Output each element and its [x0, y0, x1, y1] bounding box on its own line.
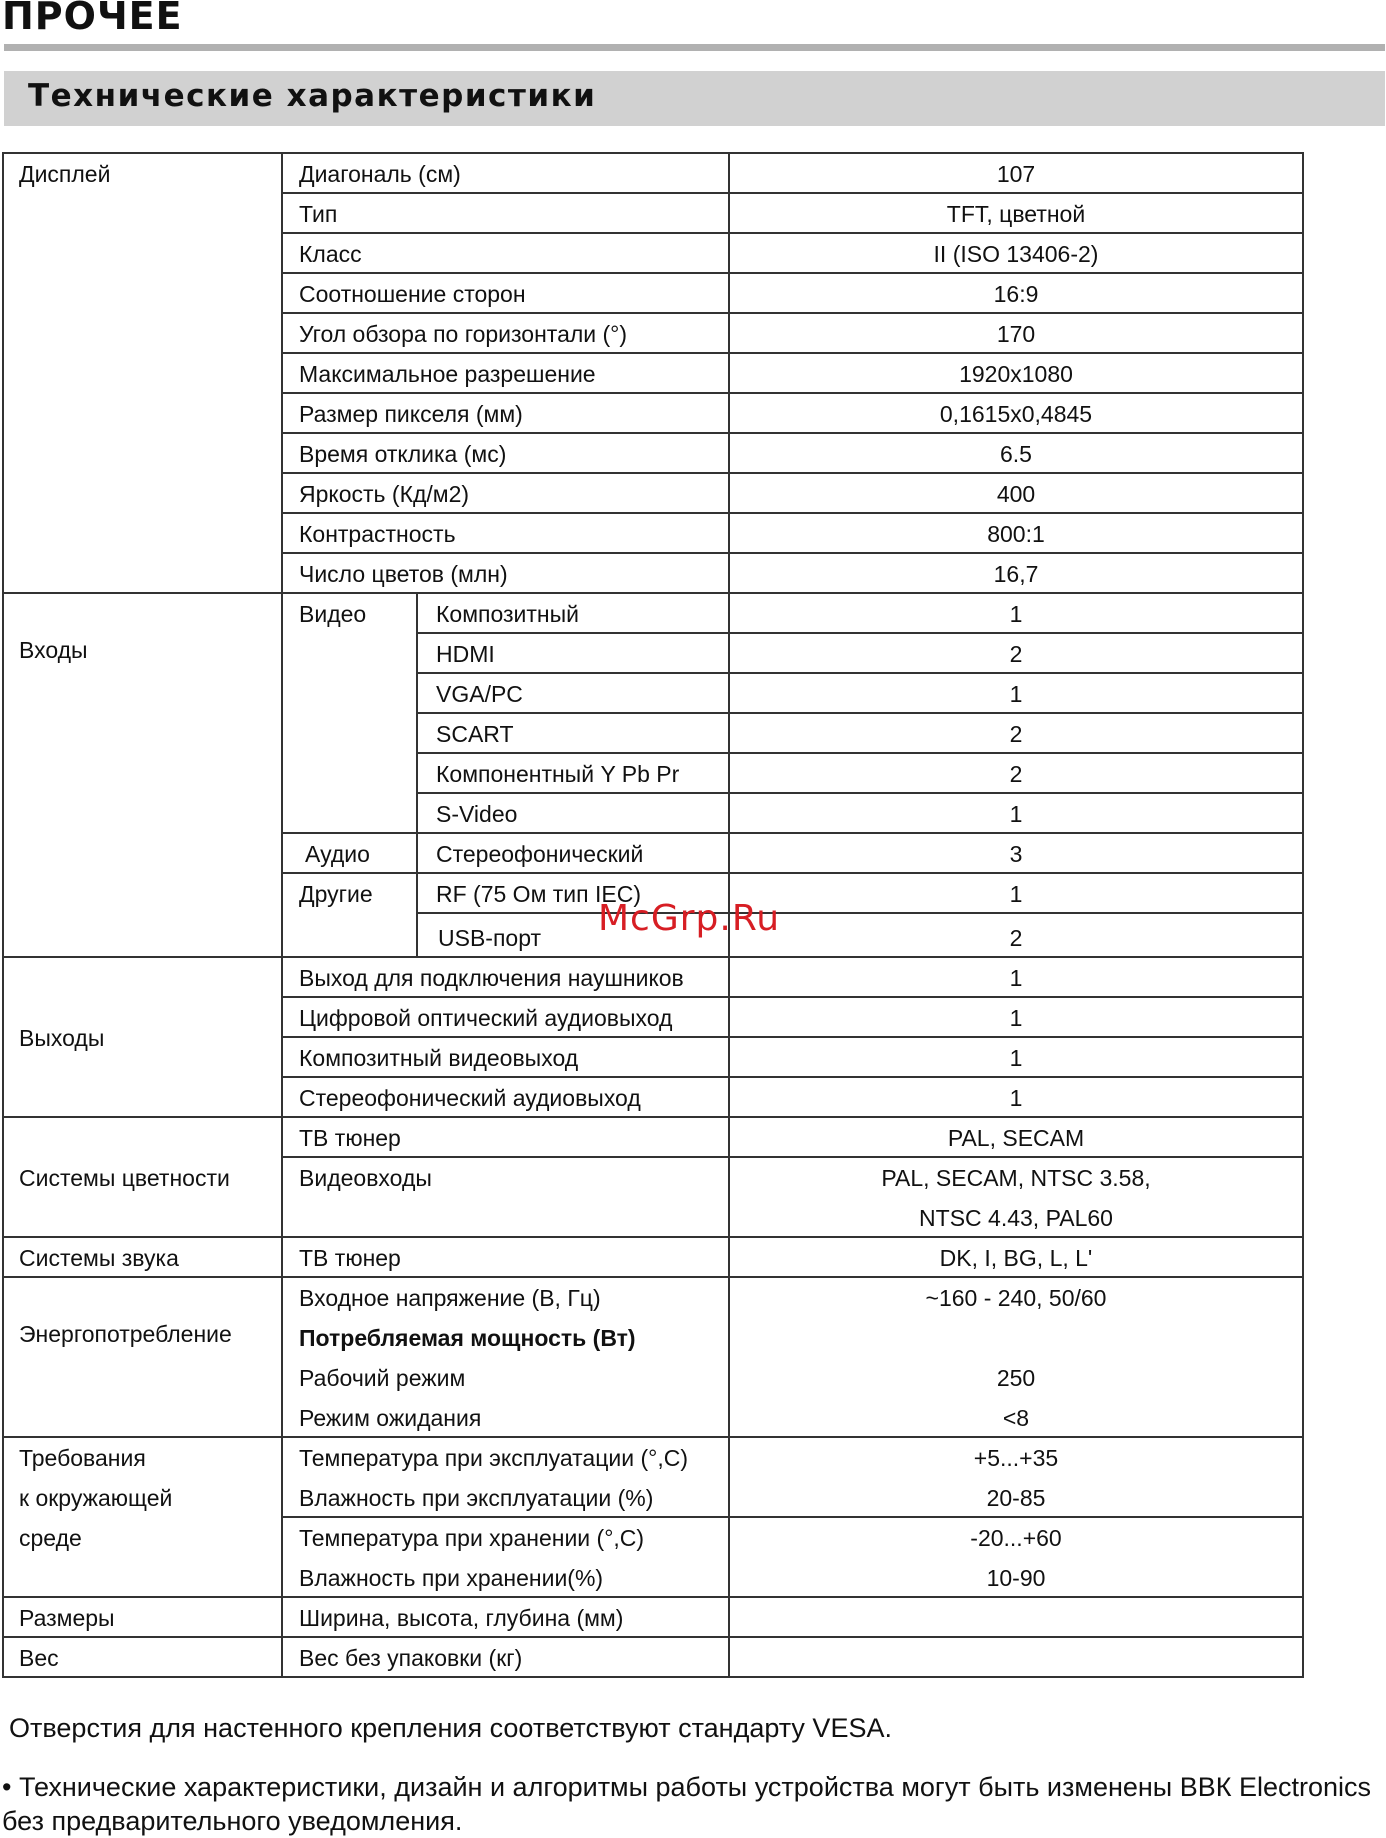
param-cell: Тип	[282, 193, 729, 233]
value-line: +5...+35	[973, 1445, 1059, 1471]
value-cell: 2	[729, 753, 1303, 793]
value-cell	[729, 1437, 1303, 1517]
vesa-note: Отверстия для настенного крепления соответствуют стандарту VESA.	[9, 1713, 892, 1743]
value-cell	[729, 1157, 1303, 1237]
value-line: ~160 - 240, 50/60	[925, 1285, 1107, 1311]
param-line: Влажность при эксплуатации (%)	[299, 1485, 654, 1511]
value-cell: 0,1615x0,4845	[729, 393, 1303, 433]
value-cell: 1	[729, 1077, 1303, 1117]
value-cell: 2	[729, 713, 1303, 753]
value-cell: 107	[729, 153, 1303, 193]
category-dimensions: Размеры	[3, 1597, 282, 1637]
value-cell: TFT, цветной	[729, 193, 1303, 233]
param-cell: Время отклика (мс)	[282, 433, 729, 473]
param-cell: Число цветов (млн)	[282, 553, 729, 593]
value-cell	[729, 1517, 1303, 1597]
category-inputs-label: Входы	[19, 637, 88, 663]
table-row	[3, 1237, 1303, 1277]
table-row	[3, 1597, 1303, 1637]
value-cell: 800:1	[729, 513, 1303, 553]
table-row	[3, 1637, 1303, 1677]
category-inputs	[3, 593, 282, 957]
category-line: среде	[19, 1525, 82, 1551]
value-cell: 170	[729, 313, 1303, 353]
param-cell: S-Video	[417, 793, 729, 833]
value-cell: 1	[729, 793, 1303, 833]
param-cell	[282, 1437, 729, 1517]
param-line: Режим ожидания	[299, 1405, 482, 1431]
param-cell: Выход для подключения наушников	[282, 957, 729, 997]
value-line: 250	[996, 1365, 1036, 1391]
value-cell	[729, 1277, 1303, 1437]
value-line: -20...+60	[970, 1525, 1062, 1551]
param-cell: Ширина, высота, глубина (мм)	[282, 1597, 729, 1637]
param-cell: RF (75 Ом тип IEC)	[417, 873, 729, 913]
value-cell: II (ISO 13406-2)	[729, 233, 1303, 273]
param-cell: Вес без упаковки (кг)	[282, 1637, 729, 1677]
value-line	[730, 1324, 1302, 1352]
value-cell: 1	[729, 873, 1303, 913]
value-cell: 2	[729, 633, 1303, 673]
param-cell: Размер пикселя (мм)	[282, 393, 729, 433]
value-cell: 1920x1080	[729, 353, 1303, 393]
value-line: 10-90	[986, 1565, 1046, 1591]
param-cell	[282, 1277, 729, 1437]
param-cell: Максимальное разрешение	[282, 353, 729, 393]
value-cell: 1	[729, 593, 1303, 633]
category-display: Дисплей	[3, 153, 282, 593]
value-cell: 6.5	[729, 433, 1303, 473]
section-header	[4, 71, 1385, 126]
title-divider	[4, 44, 1385, 51]
category-power: Энергопотребление	[3, 1277, 282, 1437]
value-cell: 1	[729, 957, 1303, 997]
value-cell	[729, 1637, 1303, 1677]
table-row	[3, 1117, 1303, 1157]
watermark: McGrp.Ru	[598, 898, 781, 939]
header-title: Технические характеристики	[28, 78, 597, 114]
category-color-systems: Системы цветности	[3, 1117, 282, 1237]
disclaimer-note	[2, 1770, 1382, 1838]
value-cell: PAL, SECAM	[729, 1117, 1303, 1157]
param-line: Температура при эксплуатации (°,С)	[299, 1445, 688, 1471]
category-line: Требования	[19, 1445, 146, 1471]
value-cell: 16:9	[729, 273, 1303, 313]
bullet: •	[2, 1772, 12, 1802]
category-sound-systems: Системы звука	[3, 1237, 282, 1277]
param-cell: ТВ тюнер	[282, 1117, 729, 1157]
param-cell: Композитный видеовыход	[282, 1037, 729, 1077]
param-cell: Яркость (Кд/м2)	[282, 473, 729, 513]
param-cell: Класс	[282, 233, 729, 273]
value-cell: 16,7	[729, 553, 1303, 593]
subgroup-audio: Аудио	[282, 833, 417, 873]
value-cell: 1	[729, 997, 1303, 1037]
category-environment	[3, 1437, 282, 1597]
table-row	[3, 957, 1303, 997]
param-line: Рабочий режим	[299, 1365, 466, 1391]
param-cell: Цифровой оптический аудиовыход	[282, 997, 729, 1037]
subgroup-other: Другие	[282, 873, 417, 957]
value-line: 20-85	[986, 1485, 1046, 1511]
param-cell: Диагональ (см)	[282, 153, 729, 193]
param-cell: Стереофонический аудиовыход	[282, 1077, 729, 1117]
category-line: к окружающей	[19, 1485, 173, 1511]
param-cell: Соотношение сторон	[282, 273, 729, 313]
value-cell	[729, 1597, 1303, 1637]
table-row	[3, 153, 1303, 193]
param-cell: Видеовходы	[282, 1157, 729, 1237]
param-line: Влажность при хранении(%)	[299, 1565, 604, 1591]
category-outputs: Выходы	[3, 957, 282, 1117]
param-cell: ТВ тюнер	[282, 1237, 729, 1277]
value-cell: 3	[729, 833, 1303, 873]
param-cell: Компонентный Y Pb Pr	[417, 753, 729, 793]
param-cell: SCART	[417, 713, 729, 753]
param-line: Потребляемая мощность (Вт)	[299, 1325, 636, 1351]
table-row	[3, 1437, 1303, 1517]
value-line: <8	[1002, 1405, 1030, 1431]
disclaimer-text: Технические характеристики, дизайн и алгоритмы работы устройства могут быть изменены ВВК Electronics без предварительного уведомления.	[2, 1772, 1371, 1836]
param-line: Входное напряжение (В, Гц)	[299, 1285, 601, 1311]
table-row	[3, 593, 1303, 633]
value-cell: 400	[729, 473, 1303, 513]
param-cell	[282, 1517, 729, 1597]
value-line: PAL, SECAM, NTSC 3.58,	[881, 1165, 1151, 1191]
param-line: Температура при хранении (°,С)	[299, 1525, 645, 1551]
param-cell: HDMI	[417, 633, 729, 673]
value-line: NTSC 4.43, PAL60	[919, 1205, 1113, 1231]
value-cell: DK, I, BG, L, L'	[729, 1237, 1303, 1277]
param-cell: Контрастность	[282, 513, 729, 553]
table-row	[3, 1277, 1303, 1437]
value-cell: 2	[729, 913, 1303, 957]
param-cell: USB-порт	[417, 913, 729, 957]
category-weight: Вес	[3, 1637, 282, 1677]
value-cell: 1	[729, 1037, 1303, 1077]
param-cell: VGA/PC	[417, 673, 729, 713]
section-title: ПРОЧЕЕ	[2, 0, 183, 38]
param-cell: Угол обзора по горизонтали (°)	[282, 313, 729, 353]
param-cell: Композитный	[417, 593, 729, 633]
subgroup-video: Видео	[282, 593, 417, 833]
param-cell: Стереофонический	[417, 833, 729, 873]
value-cell: 1	[729, 673, 1303, 713]
